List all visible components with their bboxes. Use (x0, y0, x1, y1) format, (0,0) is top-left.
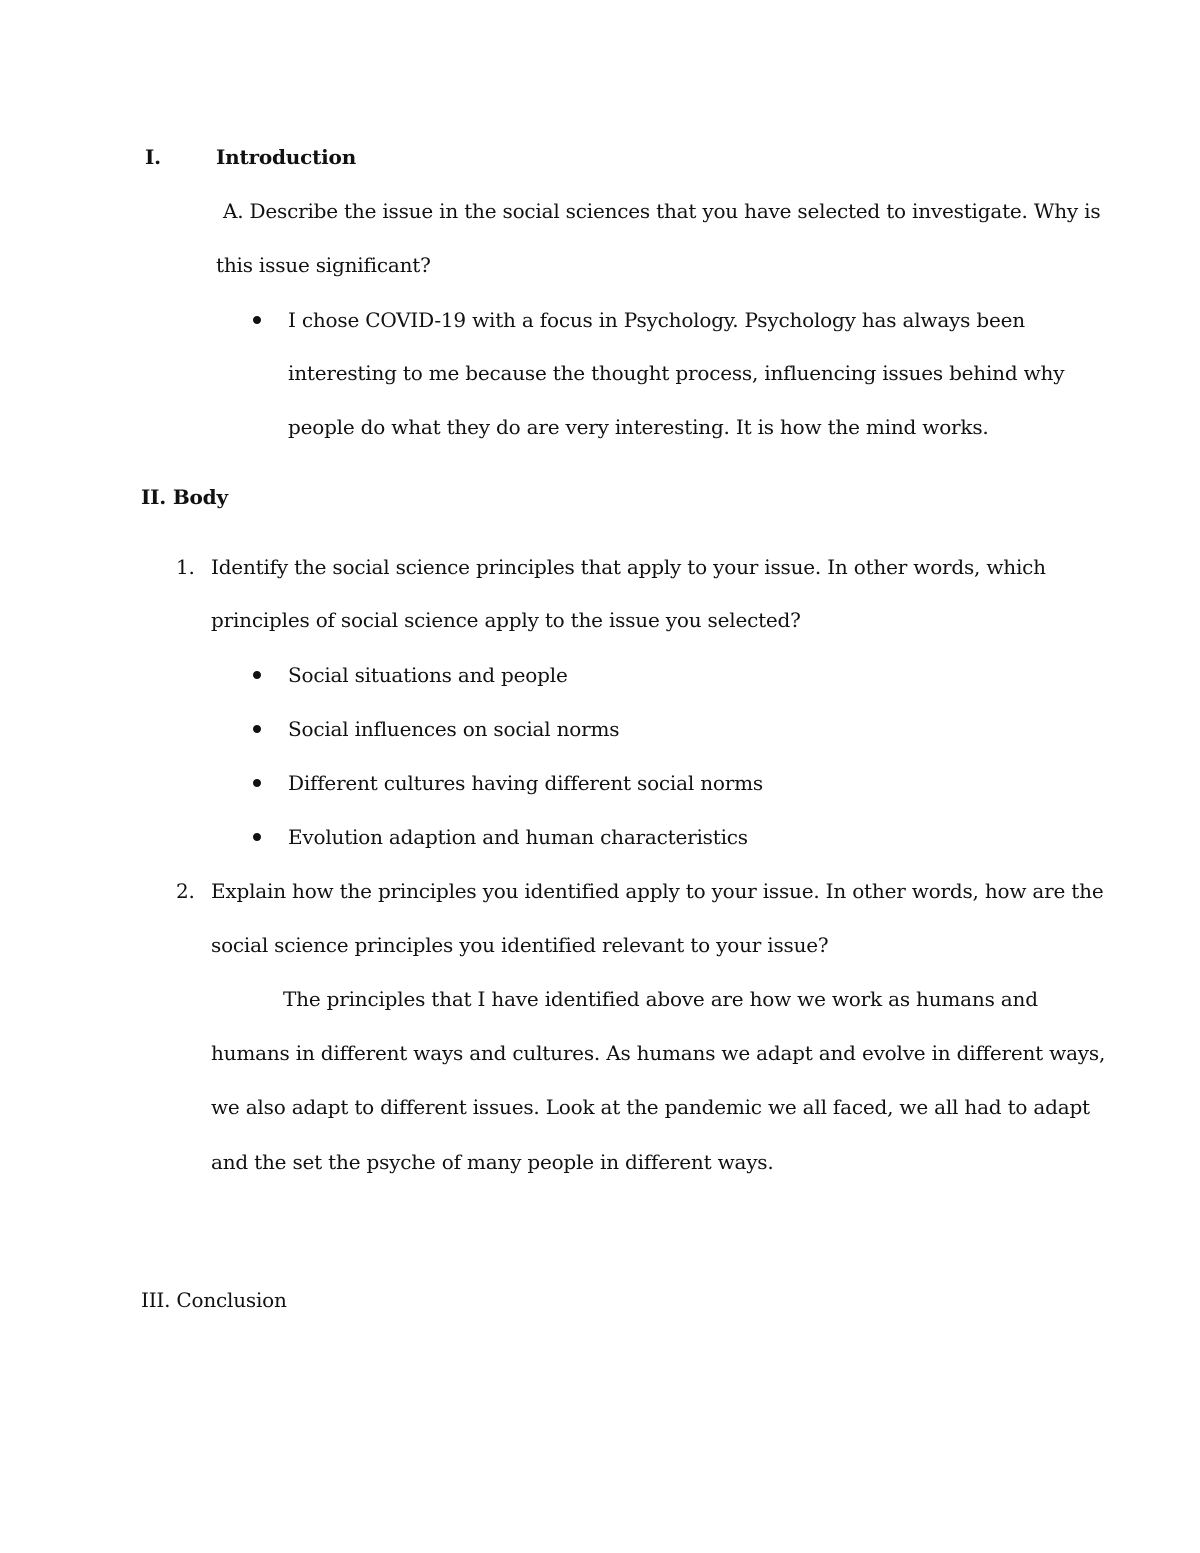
body-paragraph-line: humans in different ways and cultures. As humans we adapt and evolve in different ways, (211, 1041, 1106, 1065)
body-item-line: Identify the social science principles that apply to your issue. In other words, which (211, 555, 1046, 579)
principle-list-item: Social influences on social norms (288, 717, 620, 741)
body-item-line: principles of social science apply to the issue you selected? (211, 608, 801, 632)
intro-question-line: A. Describe the issue in the social sciences that you have selected to investigate. Why is (223, 199, 1101, 223)
bullet-icon (253, 725, 261, 733)
body-paragraph-line: we also adapt to different issues. Look at the pandemic we all faced, we all had to adapt (211, 1095, 1090, 1119)
body-item-number: 1. (176, 555, 195, 579)
principle-list-item: Different cultures having different social norms (288, 771, 763, 795)
intro-heading: Introduction (216, 145, 357, 169)
body-item-line: Explain how the principles you identified apply to your issue. In other words, how are the (211, 879, 1104, 903)
body-item-line: social science principles you identified relevant to your issue? (211, 933, 829, 957)
intro-question-line: this issue significant? (216, 253, 431, 277)
body-heading: II. Body (141, 485, 228, 509)
bullet-icon (253, 779, 261, 787)
intro-answer-line: people do what they do are very interesting. It is how the mind works. (288, 415, 989, 439)
body-paragraph-line: The principles that I have identified above are how we work as humans and (283, 987, 1038, 1011)
principle-list-item: Social situations and people (288, 663, 568, 687)
conclusion-heading: III. Conclusion (141, 1288, 287, 1312)
body-paragraph-line: and the set the psyche of many people in different ways. (211, 1150, 774, 1174)
intro-answer-line: I chose COVID-19 with a focus in Psychology. Psychology has always been (288, 308, 1025, 332)
intro-numeral: I. (145, 145, 161, 169)
body-item-number: 2. (176, 879, 195, 903)
intro-answer-line: interesting to me because the thought process, influencing issues behind why (288, 361, 1065, 385)
bullet-icon (253, 671, 261, 679)
bullet-icon (253, 316, 261, 324)
bullet-icon (253, 833, 261, 841)
principle-list-item: Evolution adaption and human characteristics (288, 825, 748, 849)
